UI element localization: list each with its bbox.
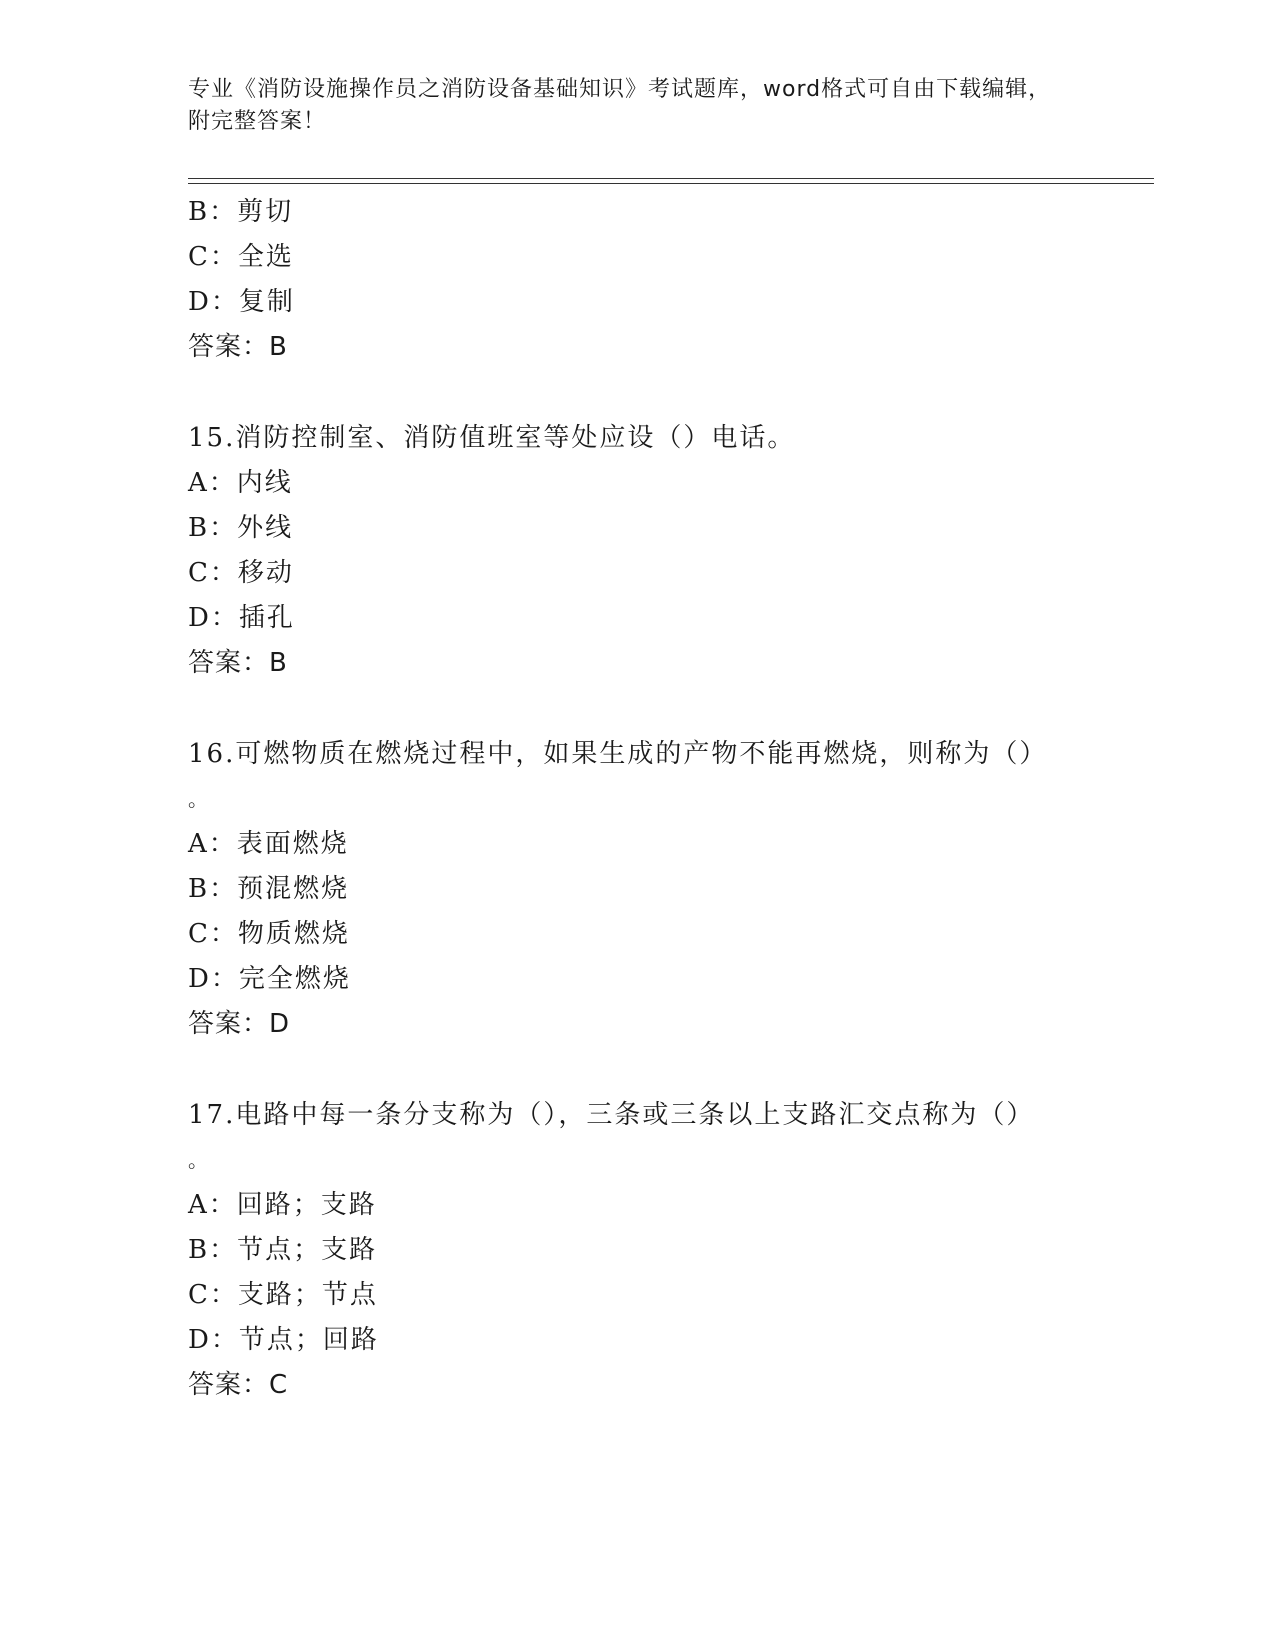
option-a: A：回路；支路 [188,1190,377,1220]
question-text: 15.消防控制室、消防值班室等处应设（）电话。 [188,423,796,453]
question-text: 17.电路中每一条分支称为（），三条或三条以上支路汇交点称为（） [188,1100,1035,1130]
option-c: C：全选 [188,242,294,272]
option-c: C：移动 [188,558,294,588]
answer-line: 答案：B [188,648,288,678]
option-a: A：内线 [188,468,293,498]
answer-line: 答案：D [188,1009,291,1039]
option-a: A：表面燃烧 [188,829,349,859]
option-b: B：外线 [188,513,294,543]
document-header: 专业《消防设施操作员之消防设备基础知识》考试题库，word格式可自由下载编辑，附完整答案！ [188,77,1052,134]
option-d: D：复制 [188,287,295,317]
option-d: D：节点；回路 [188,1325,379,1355]
question-block-15 [188,416,1088,686]
option-d: D：插孔 [188,603,295,633]
answer-line: 答案：C [188,1370,289,1400]
option-b: B：剪切 [188,197,294,227]
question-text: 16.可燃物质在燃烧过程中，如果生成的产物不能再燃烧，则称为（） [188,739,1048,769]
option-c: C：支路；节点 [188,1280,378,1310]
question-block-17 [188,1093,1088,1408]
option-c: C：物质燃烧 [188,919,350,949]
header-divider [188,178,1154,184]
question-text-tail: 。 [188,787,208,811]
option-d: D：完全燃烧 [188,964,351,994]
question-text-tail: 。 [188,1148,208,1172]
option-b: B：节点；支路 [188,1235,378,1265]
question-block-14 [188,190,1088,370]
answer-line: 答案：B [188,332,288,362]
option-b: B：预混燃烧 [188,874,350,904]
question-block-16 [188,732,1088,1047]
question-list [188,190,1088,1408]
